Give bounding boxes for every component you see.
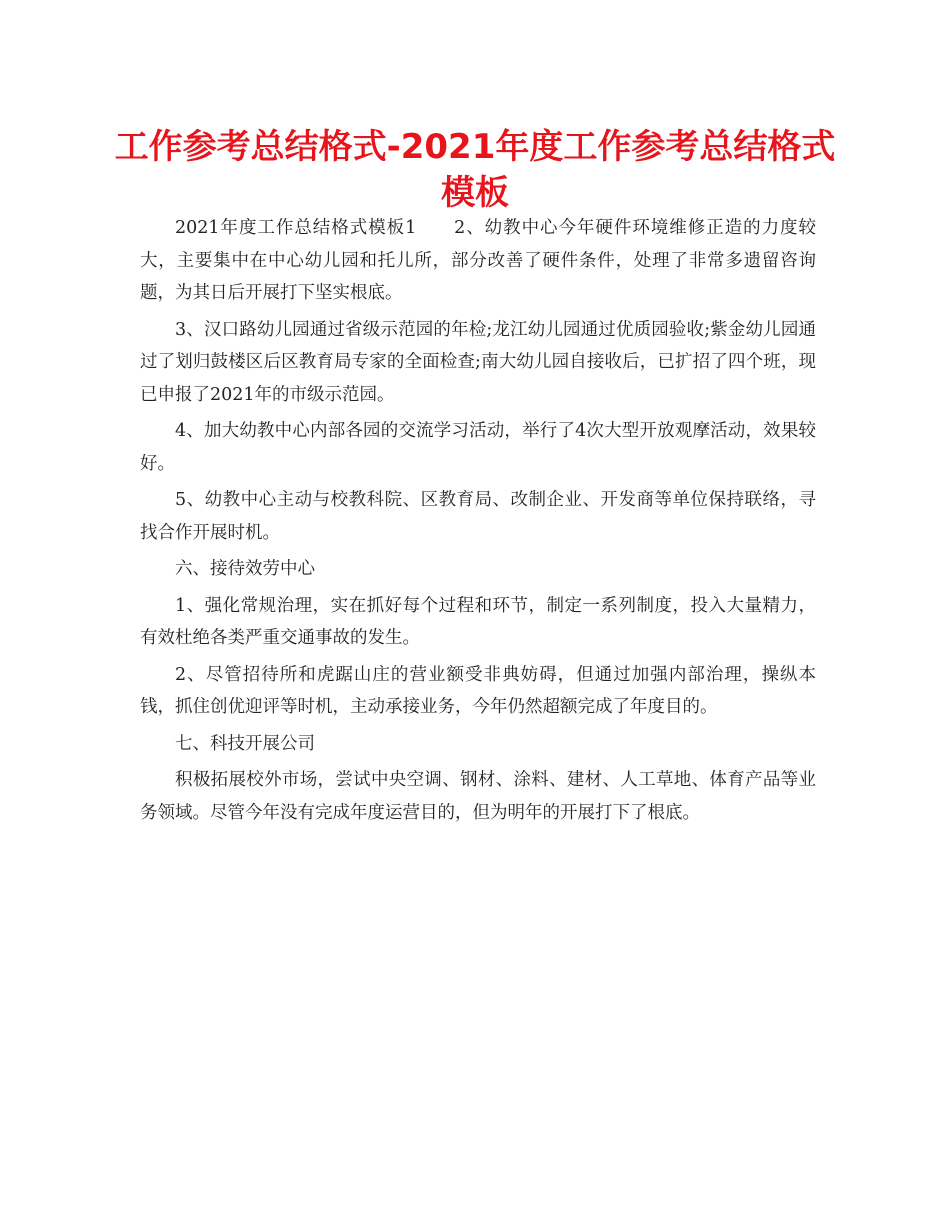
document-body <box>140 212 816 833</box>
paragraph: 2、尽管招待所和虎踞山庄的营业额受非典妨碍，但通过加强内部治理，操纵本钱，抓住创优迎评等时机，主动承接业务，今年仍然超额完成了年度目的。 <box>140 664 816 717</box>
paragraph: 5、幼教中心主动与校教科院、区教育局、改制企业、开发商等单位保持联络，寻找合作开展时机。 <box>140 490 816 543</box>
paragraph: 3、汉口路幼儿园通过省级示范园的年检;龙江幼儿园通过优质园验收;紫金幼儿园通过了划归鼓楼区后区教育局专家的全面检查;南大幼儿园自接收后，已扩招了四个班，现已申报了2021年的市级示范园。 <box>140 319 816 405</box>
paragraph: 积极拓展校外市场，尝试中央空调、钢材、涂料、建材、人工草地、体育产品等业务领域。尽管今年没有完成年度运营目的，但为明年的开展打下了根底。 <box>140 770 816 823</box>
paragraph: 2021年度工作总结格式模板1 2、幼教中心今年硬件环境维修正造的力度较大，主要集中在中心幼儿园和托儿所，部分改善了硬件条件，处理了非常多遗留咨询题，为其日后开展打下坚实根底。 <box>140 218 816 303</box>
section-heading: 六、接待效劳中心 <box>175 559 315 579</box>
paragraph: 1、强化常规治理，实在抓好每个过程和环节，制定一系列制度，投入大量精力，有效杜绝各类严重交通事故的发生。 <box>140 595 816 648</box>
section-heading: 七、科技开展公司 <box>175 733 315 754</box>
paragraph: 4、加大幼教中心内部各园的交流学习活动，举行了4次大型开放观摩活动，效果较好。 <box>140 421 816 474</box>
document-title: 工作参考总结格式-2021年度工作参考总结格式模板 <box>114 127 836 213</box>
